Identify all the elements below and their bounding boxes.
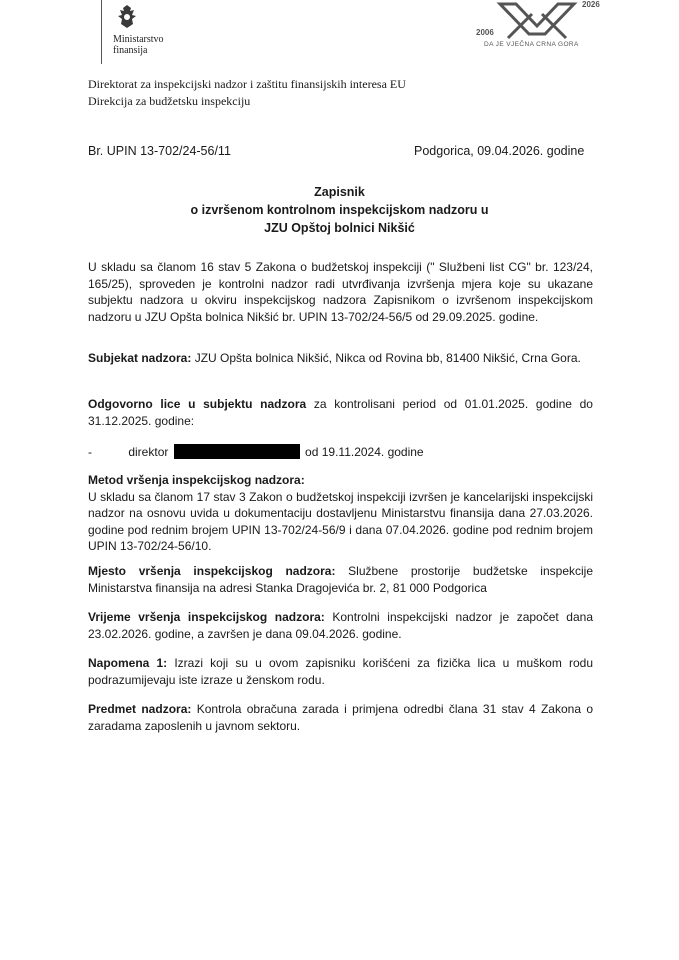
method-paragraph — [88, 472, 593, 555]
method-label: Metod vršenja inspekcijskog nadzora: — [88, 473, 305, 487]
ministry-name-line2: finansija — [113, 45, 148, 56]
time-paragraph — [88, 609, 593, 642]
topic-paragraph — [88, 701, 593, 734]
subject-label: Subjekat nadzora: — [88, 351, 192, 365]
note-label: Napomena 1: — [88, 656, 168, 670]
responsible-label: Odgovorno lice u subjektu nadzora — [88, 397, 307, 411]
topic-label: Predmet nadzora: — [88, 702, 192, 716]
logo-year-start: 2006 — [476, 28, 494, 37]
document-title — [88, 183, 591, 237]
director-since: od 19.11.2024. godine — [305, 445, 424, 459]
time-label: Vrijeme vršenja inspekcijskog nadzora: — [88, 610, 325, 624]
anniversary-mark-icon — [496, 2, 578, 40]
logo-slogan: DA JE VJEČNA CRNA GORA — [484, 41, 579, 48]
place-label: Mjesto vršenja inspekcijskog nadzora: — [88, 564, 336, 578]
ministry-name — [113, 34, 164, 56]
place-date: Podgorica, 09.04.2026. godine — [414, 144, 585, 158]
method-text: U skladu sa članom 17 stav 3 Zakon o budžetskoj inspekciji izvršen je kancelarijski inspekcijski nadzor na osnovu uvida u dokumentaciju dostavljenu Ministarstvu finansija dana 27.03.2026. godine pod rednim brojem UPIN 13-702/24-56/9 i dana 07.04.2026. godine pod rednim brojem UPIN 13-702/24-56/10. — [88, 489, 593, 553]
title-line2: o izvršenom kontrolnom inspekcijskom nadzoru u — [190, 203, 489, 217]
time-text: Kontrolni inspekcijski nadzor je započet dana 23.02.2026. godine, a završen je dana 09.04.2026. godine. — [88, 610, 593, 641]
reference-number: Br. UPIN 13-702/24-56/11 — [88, 144, 231, 158]
logo-year-end: 2026 — [582, 0, 600, 9]
directorate-line1: Direktorat za inspekcijski nadzor i zaštitu finansijskih interesa EU — [88, 77, 406, 91]
subject-text: JZU Opšta bolnica Nikšić, Nikca od Rovina bb, 81400 Nikšić, Crna Gora. — [191, 351, 581, 365]
note-text: Izrazi koji su u ovom zapisniku korišćeni za fizička lica u muškom rodu podrazumijevaju iste izraze u ženskom rodu. — [88, 656, 594, 687]
responsible-paragraph — [88, 396, 593, 429]
topic-text: Kontrola obračuna zarada i primjena odredbi člana 31 stav 4 Zakona o zaradama zaposlenih u javnom sektoru. — [88, 702, 593, 733]
subject-paragraph — [88, 350, 593, 367]
ministry-name-line1: Ministarstvo — [113, 34, 164, 45]
directorate-block — [88, 76, 406, 110]
director-line — [88, 444, 593, 459]
redacted-name — [174, 444, 300, 459]
title-line1: Zapisnik — [314, 185, 365, 199]
header-divider — [101, 0, 102, 64]
place-paragraph — [88, 563, 593, 596]
anniversary-logo — [476, 0, 616, 52]
responsible-text: za kontrolisani period od 01.01.2025. godine do 31.12.2025. godine: — [88, 397, 593, 428]
directorate-line2: Direkcija za budžetsku inspekciju — [88, 94, 251, 108]
intro-paragraph: U skladu sa članom 16 stav 5 Zakona o budžetskoj inspekciji (" Službeni list CG" br. 123/24, 165/25), sproveden je kontrolni nadzor radi utvrđivanja izvršenja mjera koje su ukazane subjektu nadzora u okviru inspekcijskog nadzora Zapisnikom o izvršenom inspekcijskom nadzoru u JZU Opšta bolnica Nikšić br. UPIN 13-702/24-56/5 od 29.09.2025. godine. — [88, 260, 593, 324]
title-line3: JZU Opštoj bolnici Nikšić — [264, 221, 415, 235]
dash: - — [88, 445, 92, 459]
note-paragraph — [88, 655, 593, 688]
director-role: direktor — [128, 445, 169, 459]
coat-of-arms-icon — [112, 2, 142, 32]
place-text: Službene prostorije budžetske inspekcije Ministarstva finansija na adresi Stanka Dragojevića br. 2, 81 000 Podgorica — [88, 564, 594, 595]
